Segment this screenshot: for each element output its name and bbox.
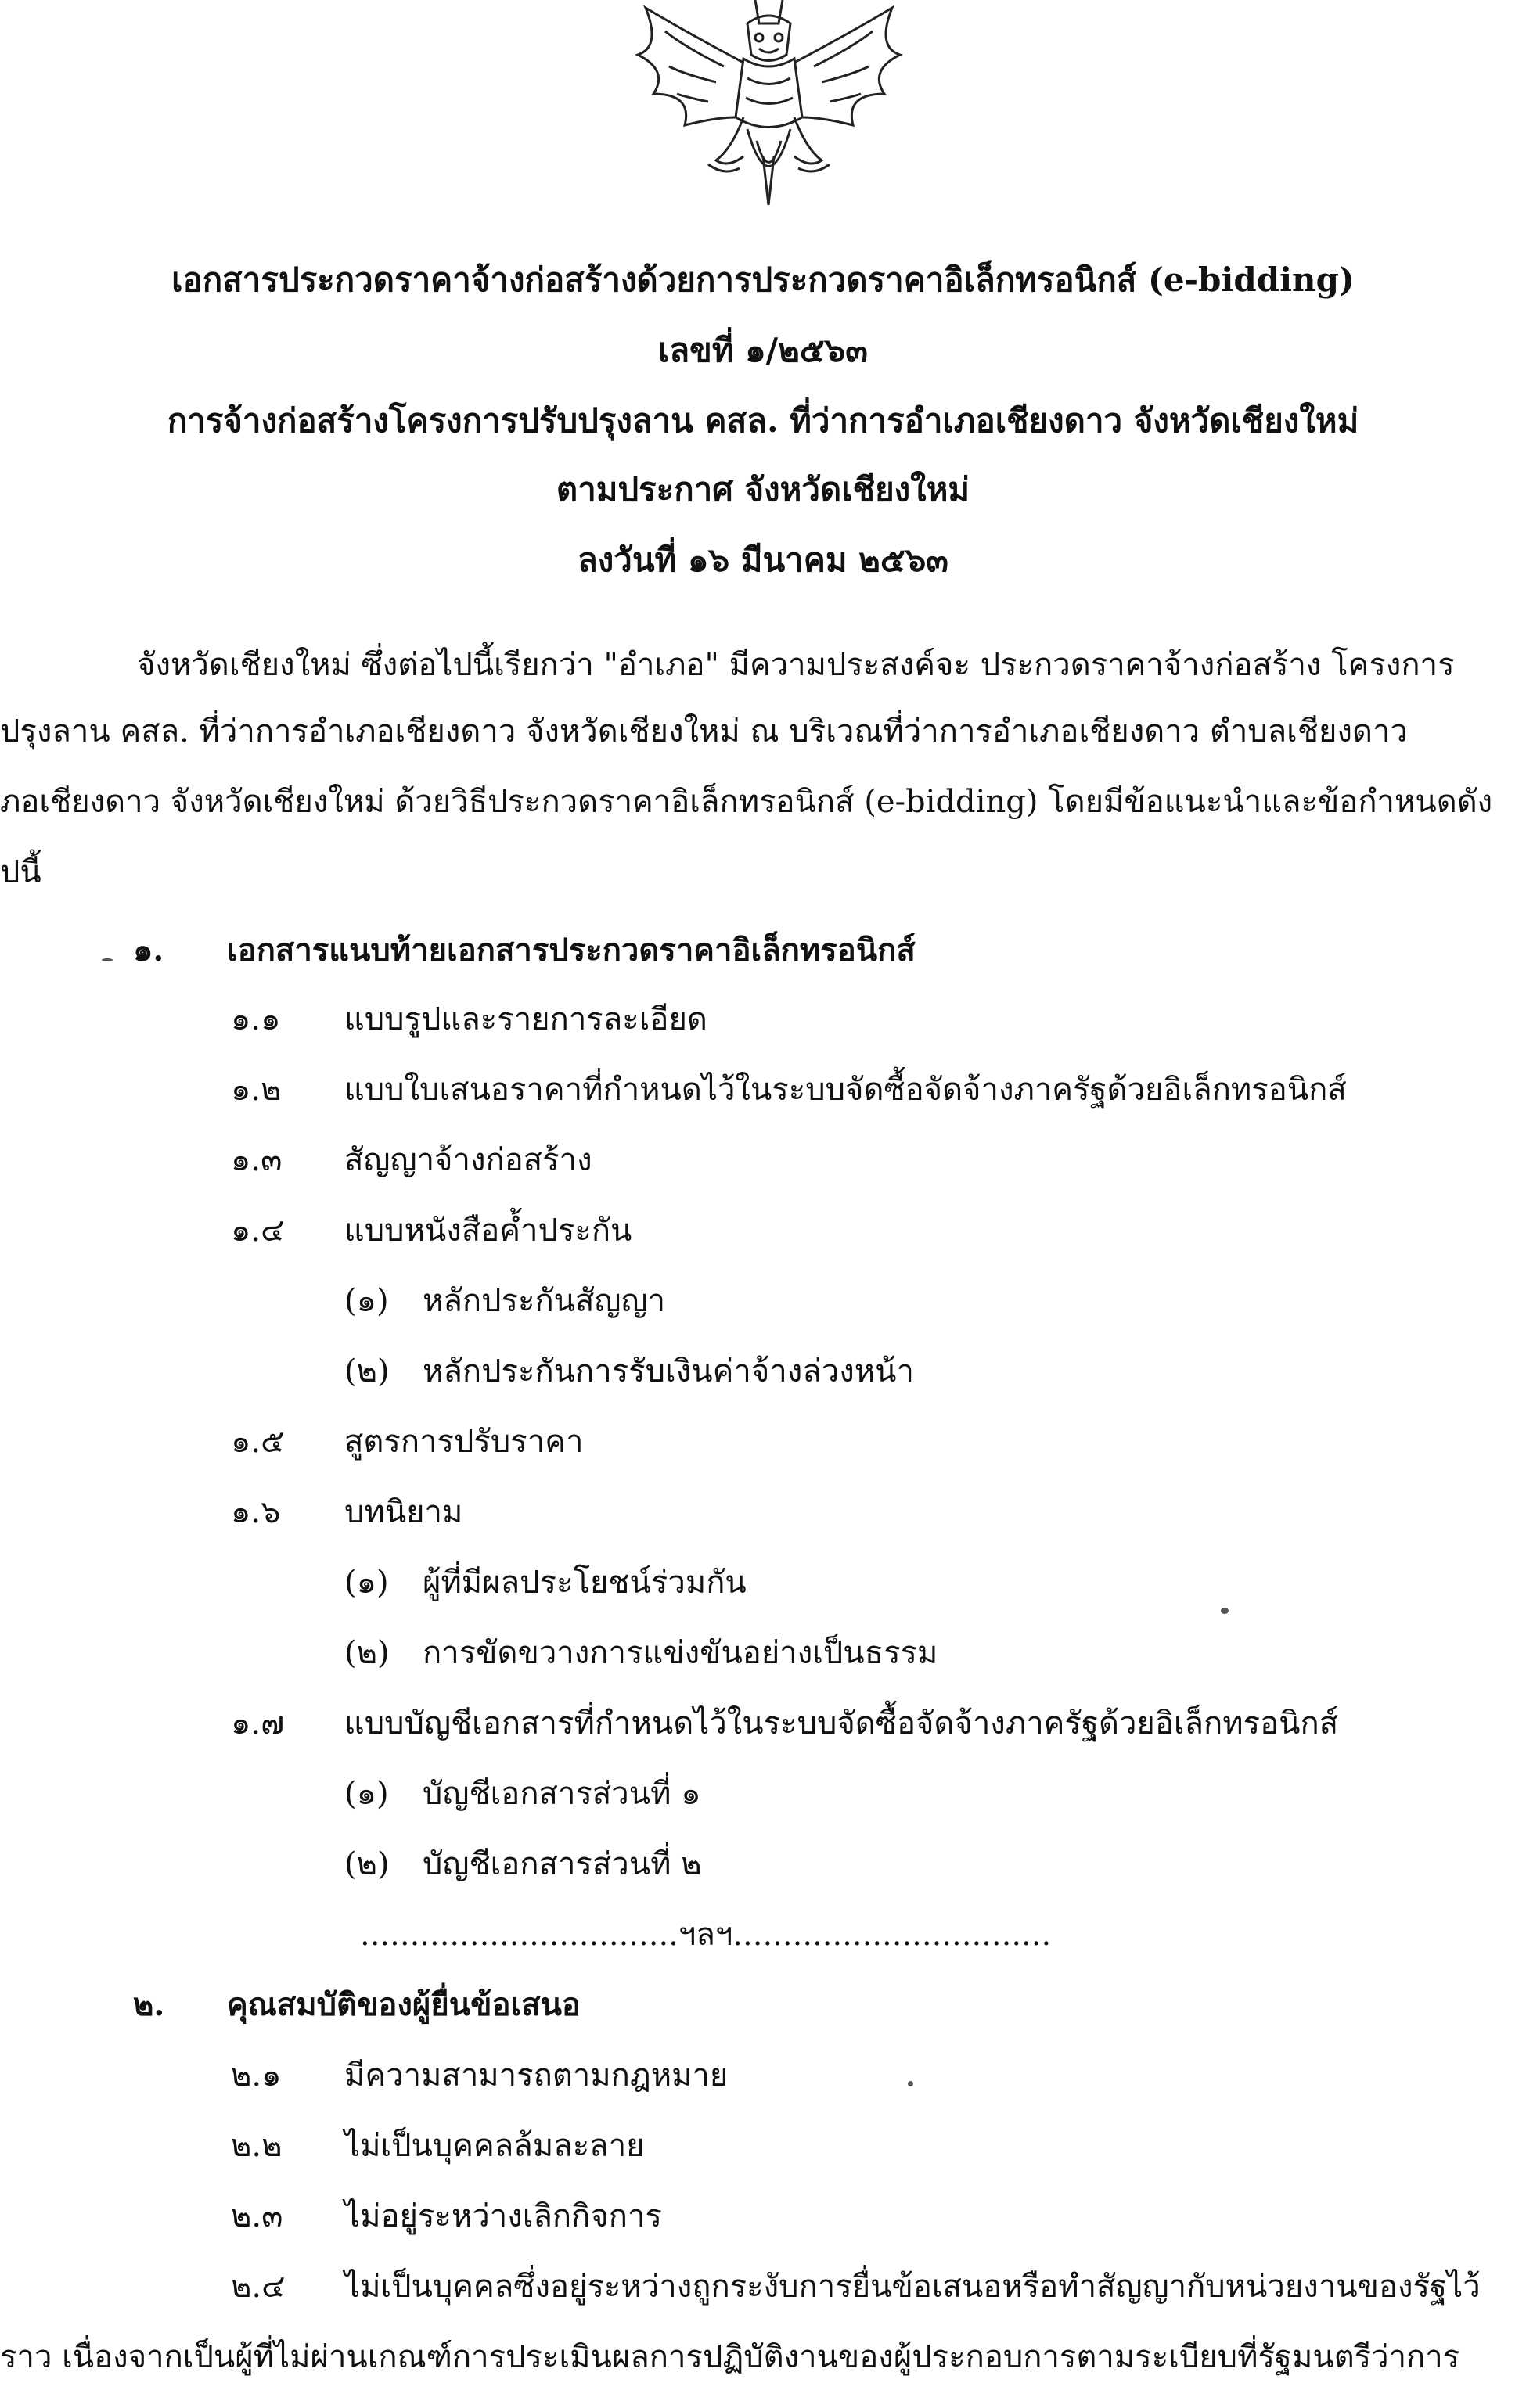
subitem-number: (๑) bbox=[344, 1283, 389, 1319]
document-number: เลขที่ ๑/๒๕๖๓ bbox=[658, 331, 868, 369]
item-text: แบบบัญชีเอกสารที่กำหนดไว้ในระบบจัดซื้อจัดจ้างภาครัฐด้วยอิเล็กทรอนิกส์ bbox=[344, 1705, 1339, 1741]
section-1-title: เอกสารแนบท้ายเอกสารประกวดราคาอิเล็กทรอนิกส์ bbox=[227, 932, 916, 969]
section-2-number: ๒. bbox=[133, 1986, 165, 2023]
item-text: แบบหนังสือค้ำประกัน bbox=[344, 1213, 632, 1249]
subitem-number: (๑) bbox=[344, 1776, 389, 1812]
item-number: ๑.๔ bbox=[231, 1213, 285, 1249]
etc-marker: ................................ฯลฯ................................ bbox=[360, 1917, 1052, 1953]
scan-speck bbox=[908, 2081, 913, 2086]
announcement-by: ตามประกาศ จังหวัดเชียงใหม่ bbox=[556, 470, 970, 509]
item-number: ๑.๗ bbox=[231, 1705, 285, 1741]
item-text: บทนิยาม bbox=[344, 1494, 463, 1530]
subitem-text: ผู้ที่มีผลประโยชน์ร่วมกัน bbox=[423, 1565, 747, 1601]
item-number: ๑.๖ bbox=[231, 1494, 281, 1530]
item-number: ๑.๒ bbox=[231, 1072, 282, 1108]
item-number: ๑.๓ bbox=[231, 1142, 283, 1178]
item-number: ๑.๑ bbox=[231, 1001, 281, 1037]
subitem-text: บัญชีเอกสารส่วนที่ ๑ bbox=[423, 1776, 701, 1812]
item-text: ไม่เป็นบุคคลล้มละลาย bbox=[344, 2128, 645, 2164]
item-number: ๒.๔ bbox=[231, 2269, 286, 2305]
project-name: การจ้างก่อสร้างโครงการปรับปรุงลาน คสล. ที่ว่าการอำเภอเชียงดาว จังหวัดเชียงใหม่ bbox=[167, 401, 1359, 440]
intro-line-3: ภอเชียงดาว จังหวัดเชียงใหม่ ด้วยวิธีประกวดราคาอิเล็กทรอนิกส์ (e-bidding) โดยมีข้อแนะนำและข้อกำหนดดัง bbox=[0, 784, 1493, 820]
section-2-continuation: ราว เนื่องจากเป็นผู้ที่ไม่ผ่านเกณฑ์การประเมินผลการปฏิบัติงานของผู้ประกอบการตามระเบียบที่รัฐมนตรีว่าการ bbox=[0, 2339, 1460, 2375]
document-title: เอกสารประกวดราคาจ้างก่อสร้างด้วยการประกวดราคาอิเล็กทรอนิกส์ (e-bidding) bbox=[171, 261, 1355, 299]
scan-speck bbox=[1221, 1608, 1229, 1614]
subitem-number: (๑) bbox=[344, 1565, 389, 1601]
section-1-number: ๑. bbox=[133, 932, 164, 969]
intro-line-1: จังหวัดเชียงใหม่ ซึ่งต่อไปนี้เรียกว่า "อำเภอ" มีความประสงค์จะ ประกวดราคาจ้างก่อสร้าง โครงการ bbox=[137, 647, 1455, 683]
section-2-title: คุณสมบัติของผู้ยื่นข้อเสนอ bbox=[227, 1986, 581, 2023]
intro-line-4: ปนี้ bbox=[0, 854, 41, 890]
subitem-number: (๒) bbox=[344, 1846, 390, 1882]
announcement-date: ลงวันที่ ๑๖ มีนาคม ๒๕๖๓ bbox=[577, 541, 949, 579]
intro-line-2: ปรุงลาน คสล. ที่ว่าการอำเภอเชียงดาว จังหวัดเชียงใหม่ ณ บริเวณที่ว่าการอำเภอเชียงดาว ตำบลเชียงดาว bbox=[0, 713, 1408, 749]
subitem-number: (๒) bbox=[344, 1353, 390, 1389]
item-text: แบบรูปและรายการละเอียด bbox=[344, 1001, 707, 1037]
subitem-text: การขัดขวางการแข่งขันอย่างเป็นธรรม bbox=[423, 1635, 938, 1671]
item-number: ๒.๒ bbox=[231, 2128, 283, 2164]
item-text: มีความสามารถตามกฎหมาย bbox=[344, 2058, 729, 2094]
subitem-text: หลักประกันการรับเงินค่าจ้างล่วงหน้า bbox=[423, 1353, 914, 1389]
item-text: สูตรการปรับราคา bbox=[344, 1424, 584, 1460]
scan-speck bbox=[102, 958, 113, 961]
item-text: ไม่เป็นบุคคลซึ่งอยู่ระหว่างถูกระงับการยื่นข้อเสนอหรือทำสัญญากับหน่วยงานของรัฐไว้ bbox=[344, 2269, 1481, 2305]
garuda-emblem-icon bbox=[591, 0, 947, 215]
item-number: ๒.๓ bbox=[231, 2198, 283, 2234]
item-text: สัญญาจ้างก่อสร้าง bbox=[344, 1142, 592, 1178]
subitem-text: หลักประกันสัญญา bbox=[423, 1283, 666, 1319]
item-text: แบบใบเสนอราคาที่กำหนดไว้ในระบบจัดซื้อจัดจ้างภาครัฐด้วยอิเล็กทรอนิกส์ bbox=[344, 1072, 1347, 1108]
item-text: ไม่อยู่ระหว่างเลิกกิจการ bbox=[344, 2198, 662, 2234]
subitem-text: บัญชีเอกสารส่วนที่ ๒ bbox=[423, 1846, 702, 1882]
subitem-number: (๒) bbox=[344, 1635, 390, 1671]
item-number: ๑.๕ bbox=[231, 1424, 285, 1460]
item-number: ๒.๑ bbox=[231, 2058, 282, 2094]
